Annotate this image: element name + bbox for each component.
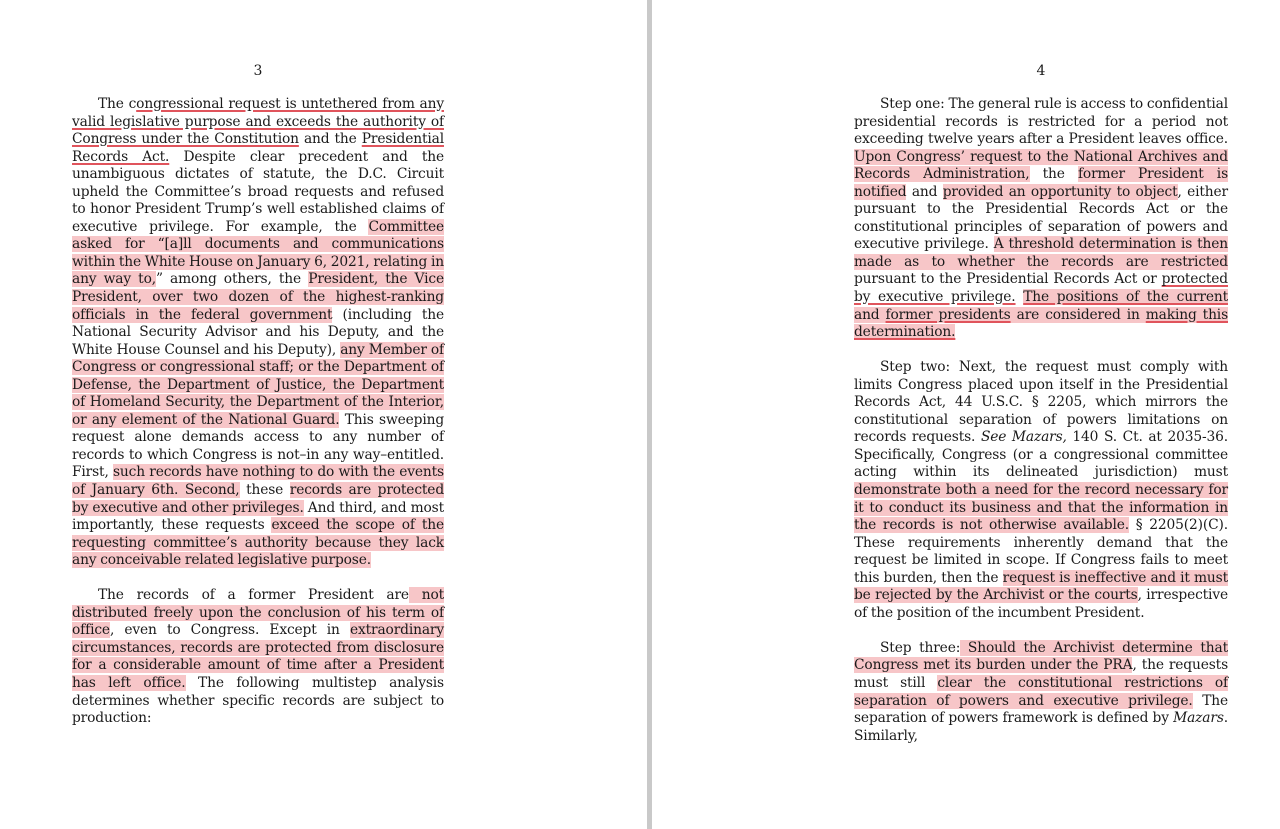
page-number: 4 xyxy=(1036,63,1046,79)
paragraph xyxy=(854,96,1228,342)
text-run: ” among others, the xyxy=(155,271,309,288)
text-run: and the xyxy=(298,131,362,148)
italic-citation: See Mazars, xyxy=(980,429,1067,446)
text-run: and xyxy=(906,183,943,200)
highlighted-underlined-text: former presidents xyxy=(885,306,1011,323)
highlighted-text: request is ineffective and it must be rejected by the Archivist or the courts xyxy=(854,569,1228,604)
page-number: 3 xyxy=(253,63,263,79)
highlighted-text: provided an opportunity to object xyxy=(942,183,1178,200)
page-body xyxy=(72,96,444,745)
highlighted-text: any Member of Congress or congressional staff; or the Department of Defense, the Department of Justice, the Department of Homeland Security, the Department of the Interior, or any element of the National Guard. xyxy=(72,341,444,428)
highlighted-text: extraordinary circumstances, records are protected from disclosure for a considerable amount of time after a President has left office. xyxy=(72,622,444,691)
text-run: (including the National Security Advisor and his Deputy, and the White House Counsel and his Deputy), xyxy=(72,306,444,358)
highlighted-text: are considered in xyxy=(1010,306,1146,323)
text-run: Step two: Next, the request must comply with limits Congress placed upon itself in the Presidential Records Act, 44 U.S.C. § 2205, which mirrors the constitutional separation of powers limitations on records requests. xyxy=(854,359,1228,446)
highlighted-text: demonstrate both a need for the record necessary for it to conduct its business and that the information in the records is not otherwise available. xyxy=(854,481,1228,534)
highlighted-text: such records have nothing to do with the events of January 6th. Second, xyxy=(72,464,444,499)
paragraph xyxy=(854,640,1228,745)
paragraph xyxy=(72,96,444,570)
text-run: the xyxy=(1029,166,1078,183)
highlighted-text: clear the constitutional restrictions of separation of powers and executive privilege. xyxy=(854,674,1229,709)
paragraph xyxy=(854,359,1228,622)
highlighted-text: A threshold determination is then made as to whether the records are restricted xyxy=(854,236,1228,270)
italic-citation: Mazars xyxy=(1173,710,1224,727)
highlighted-text: former President is notified xyxy=(854,166,1228,200)
text-run: The records of a former President are xyxy=(98,587,409,604)
text-run: Step three: xyxy=(880,639,961,656)
text-run: § 2205(2)(C). These requirements inherently demand that the request be limited in scope. If Congress fails to meet this burden, then the xyxy=(854,517,1229,586)
underlined-text: ongressional request is untethered from any valid legislative purpose and exceeds the authority of Congress under the Constitution xyxy=(72,96,444,148)
highlighted-underlined-text: The positions of the current xyxy=(1023,289,1228,306)
paragraph xyxy=(72,587,444,727)
text-run: This sweeping request alone demands access to any number of records to which Congress is not–in any way–entitled. First, xyxy=(72,411,445,481)
text-run: The following multistep analysis determines whether specific records are subject to production: xyxy=(72,675,444,727)
text-run: , the requests must still xyxy=(854,657,1228,691)
text-run: . Similarly, xyxy=(854,710,1228,744)
right-page xyxy=(652,0,1280,829)
underlined-text: protected by executive privilege. xyxy=(854,271,1228,306)
text-run: , even to Congress. Except in xyxy=(109,622,350,639)
text-run: 140 S. Ct. at 2035-36. Specifically, Congress (or a congressional committee acting within its delineated jurisdiction) must xyxy=(854,429,1228,481)
highlighted-text: and xyxy=(854,306,886,323)
highlighted-text: President, the Vice President, over two dozen of the highest-ranking officials in the federal government xyxy=(72,271,444,323)
highlighted-text: not distributed freely upon the conclusion of his term of office xyxy=(72,587,444,639)
underlined-text: Presidential Records Act. xyxy=(72,131,444,165)
text-run: And third, and most importantly, these requests xyxy=(72,499,444,534)
highlighted-text: records are protected by executive and other privileges. xyxy=(72,482,444,516)
text-run: The separation of powers framework is defined by xyxy=(854,692,1228,727)
text-run: , irrespective of the position of the incumbent President. xyxy=(854,587,1228,621)
text-run: Step one: The general rule is access to confidential presidential records is restricted for a period not exceeding twelve years after a President leaves office. xyxy=(854,96,1228,148)
page-body xyxy=(854,96,1228,763)
text-run: these xyxy=(239,482,290,499)
text-run: , either pursuant to the Presidential Records Act or the constitutional principles of separation of powers and executive privilege. xyxy=(854,183,1228,253)
highlighted-text: Upon Congress’ request to the National Archives and Records Administration, xyxy=(854,148,1228,183)
highlighted-underlined-text: making this determination. xyxy=(854,306,1228,341)
text-run: The c xyxy=(98,96,137,112)
text-run: Despite clear precedent and the unambiguous dictates of statute, the D.C. Circuit upheld the Committee’s broad requests and refused to honor President Trump’s well established claims of executive privilege. For example, the xyxy=(72,148,444,235)
highlighted-text: Committee asked for “[a]ll documents and communications within the White House on January 6, 2021, relating in any way to, xyxy=(72,218,444,288)
highlighted-text: Should the Archivist determine that Congress met its burden under the PRA xyxy=(854,639,1228,674)
highlighted-text: exceed the scope of the requesting committee’s authority because they lack any conceivable related legislative purpose. xyxy=(72,517,444,569)
text-run: pursuant to the Presidential Records Act or xyxy=(854,271,1162,288)
